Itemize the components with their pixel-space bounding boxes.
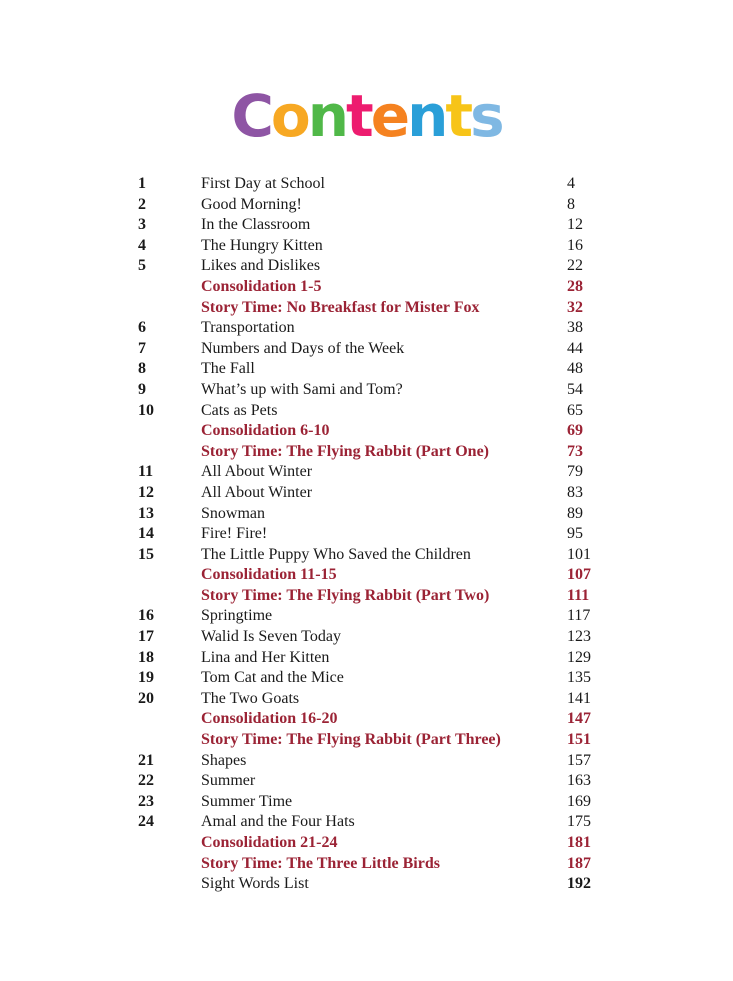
toc-row	[0, 195, 733, 216]
toc-row	[0, 606, 733, 627]
entry-title: Story Time: The Flying Rabbit (Part Two)	[201, 586, 490, 604]
page-number: 107	[567, 566, 591, 584]
entry-title: Story Time: The Flying Rabbit (Part Three)	[201, 731, 501, 749]
unit-number: 21	[138, 751, 154, 769]
unit-number: 17	[138, 628, 154, 646]
toc-row	[0, 359, 733, 380]
unit-number: 1	[138, 175, 146, 192]
page-number: 117	[567, 607, 591, 625]
entry-title: Transportation	[201, 319, 295, 337]
toc-row	[0, 483, 733, 504]
toc-row	[0, 668, 733, 689]
toc-row	[0, 215, 733, 236]
toc-row	[0, 545, 733, 566]
toc-row	[0, 524, 733, 545]
toc-row	[0, 812, 733, 833]
entry-title: What’s up with Sami and Tom?	[201, 380, 403, 398]
entry-title: Consolidation 16-20	[201, 710, 338, 728]
page-number: 38	[567, 319, 583, 337]
page-number: 69	[567, 422, 583, 440]
toc-row	[0, 854, 733, 875]
toc-row	[0, 318, 733, 339]
toc-row	[0, 627, 733, 648]
unit-number: 12	[138, 483, 154, 501]
page-number: 181	[567, 834, 591, 851]
entry-title: Springtime	[201, 607, 273, 625]
toc-row	[0, 709, 733, 730]
toc-row	[0, 751, 733, 772]
title-letter: n	[407, 82, 446, 150]
page-number: 192	[567, 875, 591, 893]
page-number: 151	[567, 731, 591, 749]
entry-title: Lina and Her Kitten	[201, 648, 330, 666]
contents-list	[0, 174, 733, 895]
title-letter: t	[346, 82, 371, 150]
unit-number: 6	[138, 319, 146, 337]
entry-title: Walid Is Seven Today	[201, 628, 341, 646]
page-number: 12	[567, 216, 583, 234]
toc-row	[0, 462, 733, 483]
page-number: 73	[567, 442, 583, 460]
entry-title: Consolidation 6-10	[201, 422, 330, 440]
page-number: 141	[567, 689, 591, 707]
entry-title: Good Morning!	[201, 195, 302, 213]
toc-row	[0, 277, 733, 298]
entry-title: Consolidation 11-15	[201, 566, 337, 584]
unit-number: 20	[138, 689, 154, 707]
toc-row	[0, 380, 733, 401]
page-number: 101	[567, 545, 591, 563]
toc-row	[0, 174, 733, 195]
unit-number: 19	[138, 669, 154, 687]
toc-row	[0, 689, 733, 710]
entry-title: All About Winter	[201, 483, 313, 501]
page-number: 4	[567, 175, 575, 192]
unit-number: 11	[138, 463, 154, 481]
entry-title: Shapes	[201, 751, 247, 769]
entry-title: Tom Cat and the Mice	[201, 669, 344, 687]
entry-title: Summer Time	[201, 792, 293, 810]
page-number: 65	[567, 401, 583, 419]
toc-row	[0, 792, 733, 813]
entry-title: Numbers and Days of the Week	[201, 339, 405, 357]
page-number: 79	[567, 463, 583, 481]
toc-row	[0, 874, 733, 895]
toc-row	[0, 648, 733, 669]
unit-number: 14	[138, 525, 154, 543]
title-letter: n	[307, 82, 347, 150]
title-letter: t	[445, 82, 471, 150]
unit-number: 24	[138, 813, 154, 831]
contents-title	[0, 78, 733, 154]
title-letter: e	[370, 82, 408, 150]
page-number: 32	[567, 298, 583, 316]
unit-number: 13	[138, 504, 154, 522]
entry-title: The Hungry Kitten	[201, 236, 323, 254]
entry-title: Cats as Pets	[201, 401, 278, 419]
entry-title: Story Time: The Flying Rabbit (Part One)	[201, 442, 489, 460]
unit-number: 5	[138, 257, 146, 275]
page-number: 28	[567, 277, 583, 295]
page-number: 187	[567, 854, 591, 872]
title-letter: o	[270, 82, 308, 150]
toc-row	[0, 339, 733, 360]
page-number: 44	[567, 339, 583, 357]
unit-number: 10	[138, 401, 154, 419]
entry-title: Story Time: The Three Little Birds	[201, 854, 440, 872]
entry-title: The Two Goats	[201, 689, 300, 707]
unit-number: 15	[138, 545, 154, 563]
page-number: 147	[567, 710, 591, 728]
entry-title: All About Winter	[201, 463, 313, 481]
entry-title: Story Time: No Breakfast for Mister Fox	[201, 298, 480, 316]
entry-title: Likes and Dislikes	[201, 257, 321, 275]
unit-number: 18	[138, 648, 154, 666]
entry-title: Sight Words List	[201, 875, 309, 893]
unit-number: 7	[138, 339, 146, 357]
toc-row	[0, 771, 733, 792]
toc-row	[0, 565, 733, 586]
page-number: 123	[567, 628, 591, 646]
unit-number: 8	[138, 360, 146, 378]
toc-row	[0, 298, 733, 319]
toc-row	[0, 256, 733, 277]
title-letter: s	[470, 82, 502, 150]
unit-number: 9	[138, 380, 146, 398]
entry-title: Summer	[201, 772, 256, 790]
entry-title: Fire! Fire!	[201, 525, 268, 543]
page-number: 135	[567, 669, 591, 687]
entry-title: The Fall	[201, 360, 255, 378]
unit-number: 3	[138, 216, 146, 234]
toc-row	[0, 442, 733, 463]
toc-row	[0, 421, 733, 442]
unit-number: 2	[138, 195, 146, 213]
page-number: 83	[567, 483, 583, 501]
page-number: 8	[567, 195, 575, 213]
page-number: 89	[567, 504, 583, 522]
toc-row	[0, 833, 733, 854]
page-number: 95	[567, 525, 583, 543]
toc-row	[0, 401, 733, 422]
page-number: 22	[567, 257, 583, 275]
entry-title: Consolidation 21-24	[201, 834, 338, 851]
unit-number: 16	[138, 607, 154, 625]
unit-number: 4	[138, 236, 146, 254]
entry-title: Snowman	[201, 504, 265, 522]
page-number: 111	[567, 586, 590, 604]
page-number: 157	[567, 751, 591, 769]
page-number: 48	[567, 360, 583, 378]
page-number: 169	[567, 792, 591, 810]
entry-title: First Day at School	[201, 175, 325, 192]
toc-row	[0, 504, 733, 525]
entry-title: In the Classroom	[201, 216, 311, 234]
title-letter: C	[231, 82, 271, 150]
toc-row	[0, 236, 733, 257]
page-number: 175	[567, 813, 591, 831]
entry-title: The Little Puppy Who Saved the Children	[201, 545, 471, 563]
page-number: 16	[567, 236, 583, 254]
entry-title: Consolidation 1-5	[201, 277, 322, 295]
page-number: 163	[567, 772, 591, 790]
entry-title: Amal and the Four Hats	[201, 813, 355, 831]
unit-number: 23	[138, 792, 154, 810]
page-number: 129	[567, 648, 591, 666]
unit-number: 22	[138, 772, 154, 790]
toc-row	[0, 586, 733, 607]
page-number: 54	[567, 380, 583, 398]
toc-row	[0, 730, 733, 751]
